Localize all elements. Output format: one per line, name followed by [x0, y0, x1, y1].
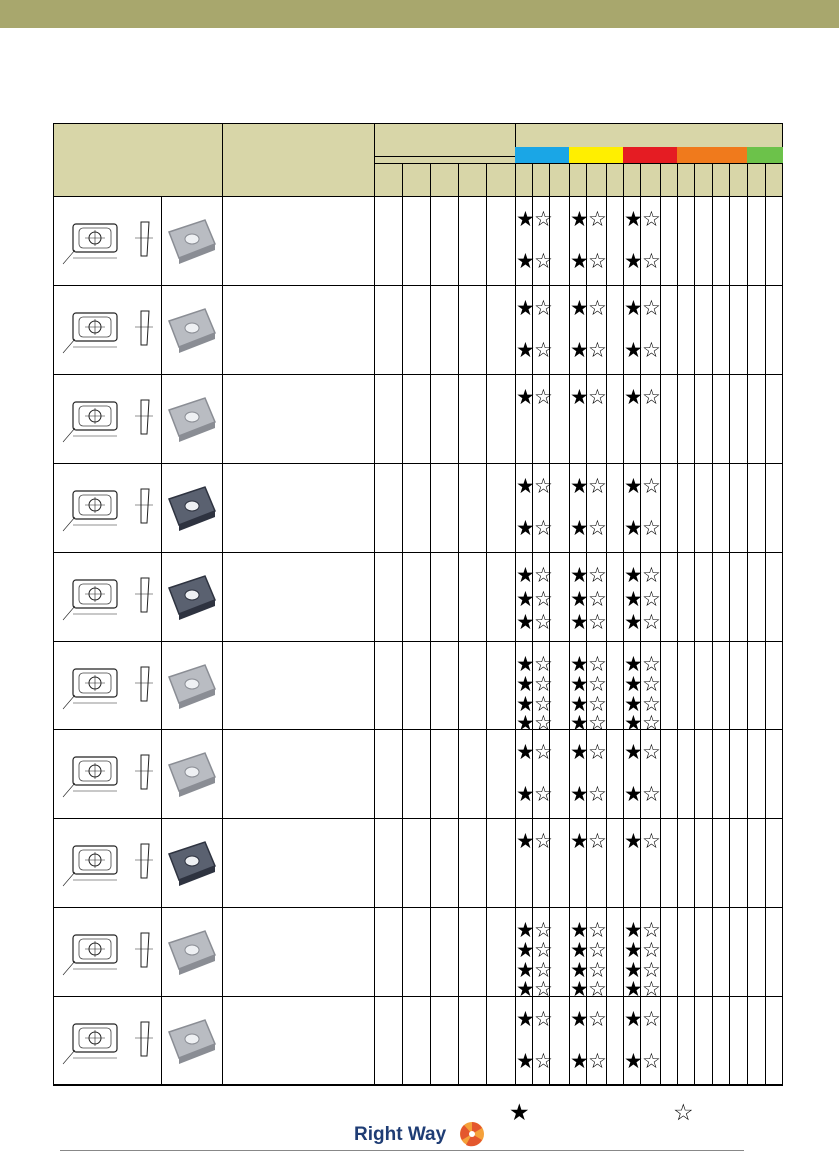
empty-star-icon: ☆: [588, 1007, 607, 1032]
table-row: [53, 374, 783, 463]
filled-star-icon: ★: [624, 586, 643, 611]
filled-star-icon: ★: [624, 295, 643, 320]
empty-star-icon: ☆: [534, 691, 553, 716]
insert-drawing: [57, 467, 157, 547]
empty-star-icon: ☆: [534, 710, 553, 735]
insert-photo: [165, 921, 219, 983]
filled-star-icon: ★: [570, 586, 589, 611]
filled-star-icon: ★: [516, 562, 535, 587]
empty-star-icon: ☆: [642, 1049, 661, 1074]
insert-drawing: [57, 911, 157, 991]
empty-star-icon: ☆: [534, 651, 553, 676]
empty-star-icon: ☆: [642, 710, 661, 735]
legend-empty-star-icon: ☆: [673, 1100, 694, 1126]
filled-star-icon: ★: [516, 609, 535, 634]
brand-logo: [354, 1118, 494, 1152]
empty-star-icon: ☆: [642, 782, 661, 807]
empty-star-icon: ☆: [642, 918, 661, 943]
empty-star-icon: ☆: [534, 473, 553, 498]
brand-name: Right Way: [354, 1124, 447, 1145]
filled-star-icon: ★: [624, 207, 643, 231]
filled-star-icon: ★: [516, 249, 535, 273]
empty-star-icon: ☆: [642, 829, 661, 854]
filled-star-icon: ★: [570, 249, 589, 273]
filled-star-icon: ★: [624, 609, 643, 634]
insert-drawing: [57, 733, 157, 813]
empty-star-icon: ☆: [642, 207, 661, 231]
filled-star-icon: ★: [516, 977, 535, 1002]
insert-drawing: [57, 822, 157, 902]
empty-star-icon: ☆: [642, 337, 661, 362]
insert-photo: [165, 299, 219, 361]
filled-star-icon: ★: [570, 515, 589, 540]
filled-star-icon: ★: [516, 207, 535, 231]
filled-star-icon: ★: [624, 918, 643, 943]
empty-star-icon: ☆: [534, 740, 553, 765]
empty-star-icon: ☆: [642, 958, 661, 983]
insert-drawing: [57, 556, 157, 636]
filled-star-icon: ★: [624, 691, 643, 716]
filled-star-icon: ★: [624, 249, 643, 273]
filled-star-icon: ★: [516, 938, 535, 963]
insert-photo: [165, 388, 219, 450]
filled-star-icon: ★: [624, 710, 643, 735]
swirl-logo-icon: [458, 1120, 486, 1148]
empty-star-icon: ☆: [534, 384, 553, 409]
empty-star-icon: ☆: [534, 207, 553, 231]
filled-star-icon: ★: [570, 671, 589, 696]
insert-photo: [165, 655, 219, 717]
empty-star-icon: ☆: [588, 473, 607, 498]
empty-star-icon: ☆: [588, 1049, 607, 1074]
empty-star-icon: ☆: [534, 671, 553, 696]
filled-star-icon: ★: [570, 651, 589, 676]
empty-star-icon: ☆: [588, 295, 607, 320]
material-color-band: [747, 147, 783, 163]
empty-star-icon: ☆: [588, 562, 607, 587]
insert-drawing: [57, 289, 157, 369]
empty-star-icon: ☆: [588, 710, 607, 735]
filled-star-icon: ★: [516, 586, 535, 611]
empty-star-icon: ☆: [642, 249, 661, 273]
empty-star-icon: ☆: [588, 958, 607, 983]
header-divider: [374, 156, 515, 157]
insert-drawing: [57, 1000, 157, 1080]
empty-star-icon: ☆: [588, 337, 607, 362]
filled-star-icon: ★: [570, 710, 589, 735]
filled-star-icon: ★: [516, 473, 535, 498]
empty-star-icon: ☆: [642, 1007, 661, 1032]
filled-star-icon: ★: [570, 384, 589, 409]
filled-star-icon: ★: [570, 1049, 589, 1074]
filled-star-icon: ★: [624, 958, 643, 983]
filled-star-icon: ★: [624, 1007, 643, 1032]
filled-star-icon: ★: [624, 651, 643, 676]
empty-star-icon: ☆: [642, 977, 661, 1002]
empty-star-icon: ☆: [588, 207, 607, 231]
filled-star-icon: ★: [516, 671, 535, 696]
insert-drawing: [57, 645, 157, 725]
table-row: [53, 996, 783, 1085]
filled-star-icon: ★: [624, 384, 643, 409]
filled-star-icon: ★: [570, 691, 589, 716]
empty-star-icon: ☆: [534, 782, 553, 807]
empty-star-icon: ☆: [642, 586, 661, 611]
table-row: [53, 285, 783, 374]
insert-drawing: [57, 378, 157, 458]
empty-star-icon: ☆: [588, 384, 607, 409]
material-color-band: [569, 147, 623, 163]
filled-star-icon: ★: [570, 609, 589, 634]
material-color-band: [515, 147, 569, 163]
insert-photo: [165, 832, 219, 894]
table-row: [53, 552, 783, 641]
filled-star-icon: ★: [516, 1049, 535, 1074]
empty-star-icon: ☆: [534, 918, 553, 943]
filled-star-icon: ★: [516, 651, 535, 676]
table-row: [53, 641, 783, 735]
empty-star-icon: ☆: [588, 671, 607, 696]
filled-star-icon: ★: [516, 782, 535, 807]
filled-star-icon: ★: [516, 515, 535, 540]
filled-star-icon: ★: [516, 337, 535, 362]
empty-star-icon: ☆: [588, 691, 607, 716]
top-accent-bar: [0, 0, 839, 28]
empty-star-icon: ☆: [534, 337, 553, 362]
filled-star-icon: ★: [570, 295, 589, 320]
empty-star-icon: ☆: [534, 1049, 553, 1074]
empty-star-icon: ☆: [588, 515, 607, 540]
insert-photo: [165, 477, 219, 539]
empty-star-icon: ☆: [588, 782, 607, 807]
filled-star-icon: ★: [570, 337, 589, 362]
filled-star-icon: ★: [570, 958, 589, 983]
filled-star-icon: ★: [624, 1049, 643, 1074]
filled-star-icon: ★: [516, 958, 535, 983]
empty-star-icon: ☆: [642, 671, 661, 696]
header-divider: [374, 163, 783, 164]
filled-star-icon: ★: [516, 384, 535, 409]
empty-star-icon: ☆: [534, 515, 553, 540]
insert-photo: [165, 566, 219, 628]
filled-star-icon: ★: [516, 918, 535, 943]
filled-star-icon: ★: [624, 938, 643, 963]
empty-star-icon: ☆: [642, 473, 661, 498]
material-color-band: [677, 147, 747, 163]
empty-star-icon: ☆: [534, 562, 553, 587]
empty-star-icon: ☆: [642, 562, 661, 587]
empty-star-icon: ☆: [642, 691, 661, 716]
filled-star-icon: ★: [570, 938, 589, 963]
filled-star-icon: ★: [516, 1007, 535, 1032]
filled-star-icon: ★: [516, 829, 535, 854]
empty-star-icon: ☆: [534, 295, 553, 320]
empty-star-icon: ☆: [642, 938, 661, 963]
filled-star-icon: ★: [624, 829, 643, 854]
table-row: [53, 463, 783, 552]
empty-star-icon: ☆: [534, 829, 553, 854]
filled-star-icon: ★: [570, 977, 589, 1002]
empty-star-icon: ☆: [534, 1007, 553, 1032]
empty-star-icon: ☆: [642, 740, 661, 765]
insert-table: [53, 123, 783, 1085]
table-row: [53, 729, 783, 818]
filled-star-icon: ★: [624, 671, 643, 696]
filled-star-icon: ★: [570, 782, 589, 807]
empty-star-icon: ☆: [588, 918, 607, 943]
empty-star-icon: ☆: [642, 384, 661, 409]
empty-star-icon: ☆: [588, 586, 607, 611]
filled-star-icon: ★: [516, 295, 535, 320]
table-row: [53, 196, 783, 285]
legend-filled-star-icon: ★: [509, 1100, 530, 1126]
insert-photo: [165, 1010, 219, 1072]
filled-star-icon: ★: [570, 207, 589, 231]
filled-star-icon: ★: [570, 829, 589, 854]
material-color-band: [623, 147, 677, 163]
empty-star-icon: ☆: [534, 977, 553, 1002]
row-separator: [53, 1085, 783, 1086]
filled-star-icon: ★: [624, 473, 643, 498]
empty-star-icon: ☆: [588, 609, 607, 634]
empty-star-icon: ☆: [642, 609, 661, 634]
insert-drawing: [57, 200, 157, 280]
filled-star-icon: ★: [624, 740, 643, 765]
empty-star-icon: ☆: [588, 249, 607, 273]
empty-star-icon: ☆: [642, 295, 661, 320]
empty-star-icon: ☆: [534, 249, 553, 273]
filled-star-icon: ★: [624, 977, 643, 1002]
filled-star-icon: ★: [516, 740, 535, 765]
filled-star-icon: ★: [570, 562, 589, 587]
filled-star-icon: ★: [624, 562, 643, 587]
empty-star-icon: ☆: [534, 609, 553, 634]
empty-star-icon: ☆: [642, 515, 661, 540]
empty-star-icon: ☆: [588, 740, 607, 765]
filled-star-icon: ★: [624, 515, 643, 540]
insert-photo: [165, 210, 219, 272]
empty-star-icon: ☆: [642, 651, 661, 676]
filled-star-icon: ★: [570, 740, 589, 765]
filled-star-icon: ★: [570, 918, 589, 943]
empty-star-icon: ☆: [534, 958, 553, 983]
filled-star-icon: ★: [624, 337, 643, 362]
table-row: [53, 907, 783, 1002]
empty-star-icon: ☆: [534, 586, 553, 611]
empty-star-icon: ☆: [534, 938, 553, 963]
empty-star-icon: ☆: [588, 651, 607, 676]
empty-star-icon: ☆: [588, 829, 607, 854]
table-border-top: [53, 123, 783, 124]
empty-star-icon: ☆: [588, 977, 607, 1002]
insert-photo: [165, 743, 219, 805]
filled-star-icon: ★: [570, 1007, 589, 1032]
table-row: [53, 818, 783, 907]
filled-star-icon: ★: [516, 710, 535, 735]
filled-star-icon: ★: [516, 691, 535, 716]
empty-star-icon: ☆: [588, 938, 607, 963]
filled-star-icon: ★: [570, 473, 589, 498]
filled-star-icon: ★: [624, 782, 643, 807]
